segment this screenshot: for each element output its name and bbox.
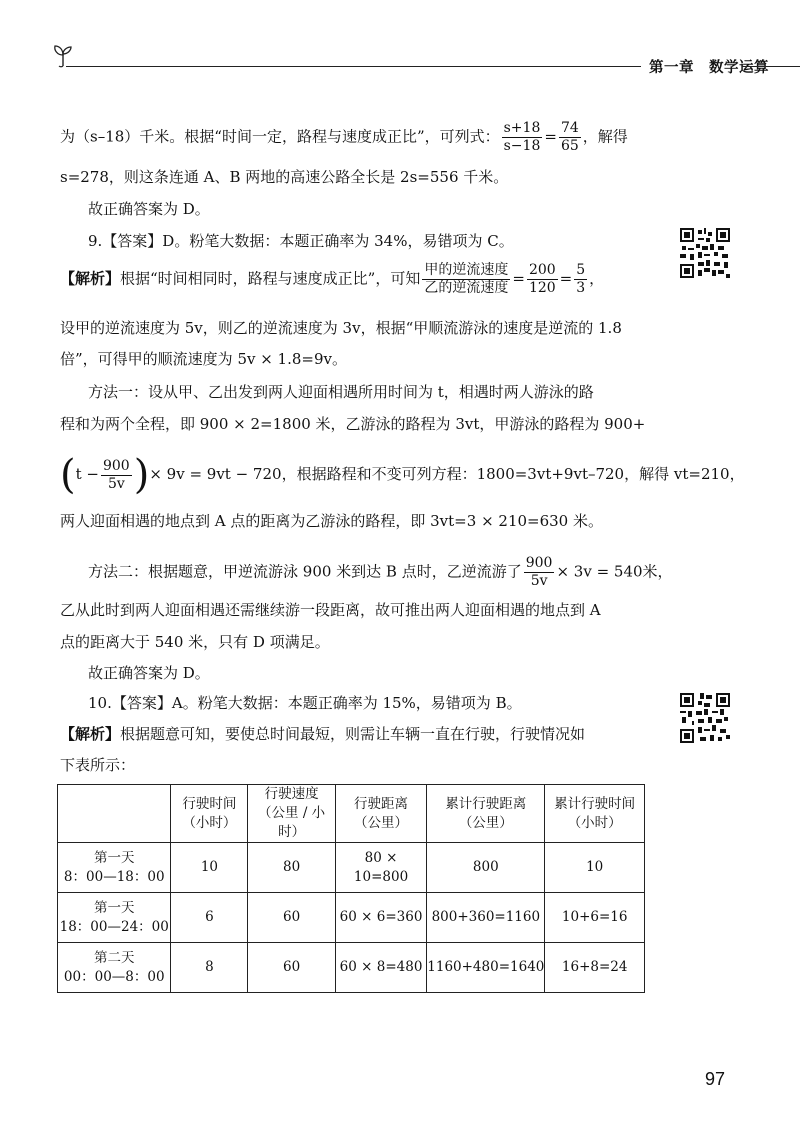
fraction-denominator: 5v	[530, 573, 548, 589]
text-span: × 9v = 9vt − 720，根据路程和不变可列方程：1800=3vt+9vt–720，解得 vt=210，	[149, 465, 745, 483]
text-line: 下表所示：	[60, 756, 136, 774]
text-line	[60, 120, 628, 155]
header-line: （公里）	[354, 814, 409, 831]
fraction	[559, 120, 581, 155]
table-cell: 10	[171, 843, 248, 893]
table-row	[58, 843, 645, 893]
table-header-row	[58, 785, 645, 843]
answer-10: 10.【答案】A。粉笔大数据：本题正确率为 15%，易错项为 B。	[88, 694, 522, 712]
cell-line: 00：00—8：00	[63, 968, 165, 985]
table-cell: 10	[545, 843, 645, 893]
header-line: （小时）	[567, 814, 622, 831]
header-line: 累计行驶距离	[445, 795, 527, 812]
driving-table	[57, 784, 645, 993]
text-line: s=278，则这条连通 A、B 两地的高速公路全长是 2s=556 千米。	[60, 168, 509, 186]
fraction-numerator: 5	[576, 262, 586, 278]
fraction-denominator: 65	[560, 138, 579, 154]
table-header-cell	[335, 785, 426, 843]
cell-line: 8：00—18：00	[63, 868, 165, 885]
table-cell: 800+360=1160	[427, 893, 545, 943]
table-cell	[58, 893, 171, 943]
qr-code-icon[interactable]	[680, 693, 730, 743]
fraction-numerator: 900	[102, 457, 130, 474]
table-cell: 10+6=16	[545, 893, 645, 943]
table-cell	[58, 943, 171, 993]
text-line	[88, 555, 673, 590]
header-rule-left	[66, 66, 641, 67]
fraction-numerator: 900	[525, 555, 553, 571]
table-cell: 6	[171, 893, 248, 943]
fraction	[527, 262, 558, 297]
fraction-numerator: 甲的逆流速度	[424, 262, 509, 278]
fraction-numerator: 74	[560, 120, 579, 136]
header-line: 行驶时间	[182, 795, 237, 812]
header-line: （公里 / 小时）	[258, 805, 326, 840]
table-cell: 60	[248, 943, 335, 993]
fraction-denominator: s−18	[503, 138, 541, 154]
header-line: （公里）	[458, 814, 513, 831]
text-line: 点的距离大于 540 米，只有 D 项满足。	[60, 633, 330, 651]
text-line	[60, 724, 585, 744]
cell-line: 第一天	[93, 849, 135, 866]
qr-code-icon[interactable]	[680, 228, 730, 278]
text-span: 根据题意可知，要使总时间最短，则需让车辆一直在行驶，行驶情况如	[120, 725, 586, 743]
right-paren: )	[133, 452, 150, 498]
fraction-denominator: 5v	[107, 475, 125, 492]
page-number: 97	[705, 1069, 726, 1089]
text-span: 根据“时间相同时，路程与速度成正比”，可知	[120, 269, 421, 288]
text-line	[60, 452, 745, 498]
table-cell: 16+8=24	[545, 943, 645, 993]
header-line: （小时）	[182, 814, 237, 831]
page-header	[52, 48, 800, 78]
cell-line: 第一天	[93, 899, 135, 916]
table-cell: 8	[171, 943, 248, 993]
text-span: ，	[589, 269, 605, 288]
chapter-title: 第一章 数学运算	[649, 60, 769, 76]
header-line: 累计行驶时间	[554, 795, 636, 812]
cell-line: 18：00—24：00	[59, 918, 169, 935]
text-span: t −	[75, 465, 99, 483]
fraction	[502, 120, 543, 155]
text-span: × 3v = 540米，	[556, 562, 673, 581]
text-line: 倍”，可得甲的顺流速度为 5v × 1.8=9v。	[60, 350, 348, 368]
fraction-denominator: 120	[528, 280, 556, 296]
header-line: 行驶速度	[264, 786, 319, 802]
fraction	[101, 458, 132, 493]
text-line: 方法一：设从甲、乙出发到两人迎面相遇所用时间为 t，相遇时两人游泳的路	[88, 383, 594, 401]
text-line: 两人迎面相遇的地点到 A 点的距离为乙游泳的路程，即 3vt=3 × 210=630 米。	[60, 512, 603, 530]
fraction	[524, 555, 555, 590]
sprout-icon	[52, 42, 74, 68]
table-cell: 1160+480=1640	[427, 943, 545, 993]
table-cell: 60 × 6=360	[335, 893, 426, 943]
fraction	[574, 262, 587, 297]
table-row	[58, 943, 645, 993]
table-header-cell	[545, 785, 645, 843]
text-line: 设甲的逆流速度为 5v，则乙的逆流速度为 3v，根据“甲顺流游泳的速度是逆流的 1.8	[60, 319, 622, 337]
text-line: 【解析】根据“时间相同时，路程与速度成正比”，可知 $\frac{\text{甲的逆流速度}}{\text{乙的逆流速度}}$ = $\frac{200}{120}$ = $\frac{5}{3}$ ，	[60, 262, 605, 296]
table-cell: 800	[427, 843, 545, 893]
table-cell: 60	[248, 893, 335, 943]
table-cell: 80 × 10=800	[335, 843, 426, 893]
fraction-denominator: 乙的逆流速度	[424, 280, 509, 296]
header-line: 行驶距离	[354, 795, 409, 812]
left-paren: (	[60, 452, 76, 498]
table-header-cell	[171, 785, 248, 843]
fraction-numerator: 200	[528, 262, 556, 278]
table-row	[58, 893, 645, 943]
text-line: 乙从此时到两人迎面相遇还需继续游一段距离，故可推出两人迎面相遇的地点到 A	[60, 601, 601, 619]
table-header-cell	[427, 785, 545, 843]
analysis-label: 【解析】	[60, 269, 121, 288]
text-span: 方法二：根据题意，甲逆流游泳 900 米到达 B 点时，乙逆流游了	[88, 562, 522, 581]
table-header-cell	[248, 785, 335, 843]
answer-9: 9.【答案】D。粉笔大数据：本题正确率为 34%，易错项为 C。	[88, 232, 514, 250]
analysis-label: 【解析】	[60, 725, 121, 743]
text-line: 故正确答案为 D。	[88, 664, 210, 682]
header-rule-right	[742, 66, 800, 67]
text-span: 为（s–18）千米。根据“时间一定，路程与速度成正比”，可列式：	[60, 127, 500, 146]
table-cell: 60 × 8=480	[335, 943, 426, 993]
table-cell: 80	[248, 843, 335, 893]
table-header-cell	[58, 785, 171, 843]
cell-line: 第二天	[93, 949, 135, 966]
fraction-denominator: 3	[576, 280, 586, 296]
text-line: 程和为两个全程，即 900 × 2=1800 米，乙游泳的路程为 3vt，甲游泳的路程为 900+	[60, 415, 646, 433]
equals-sign: =	[544, 127, 557, 146]
fraction	[422, 262, 510, 297]
text-line: 故正确答案为 D。	[88, 200, 210, 218]
table-cell	[58, 843, 171, 893]
fraction-numerator: s+18	[503, 120, 541, 136]
text-span: ，解得	[582, 127, 628, 146]
